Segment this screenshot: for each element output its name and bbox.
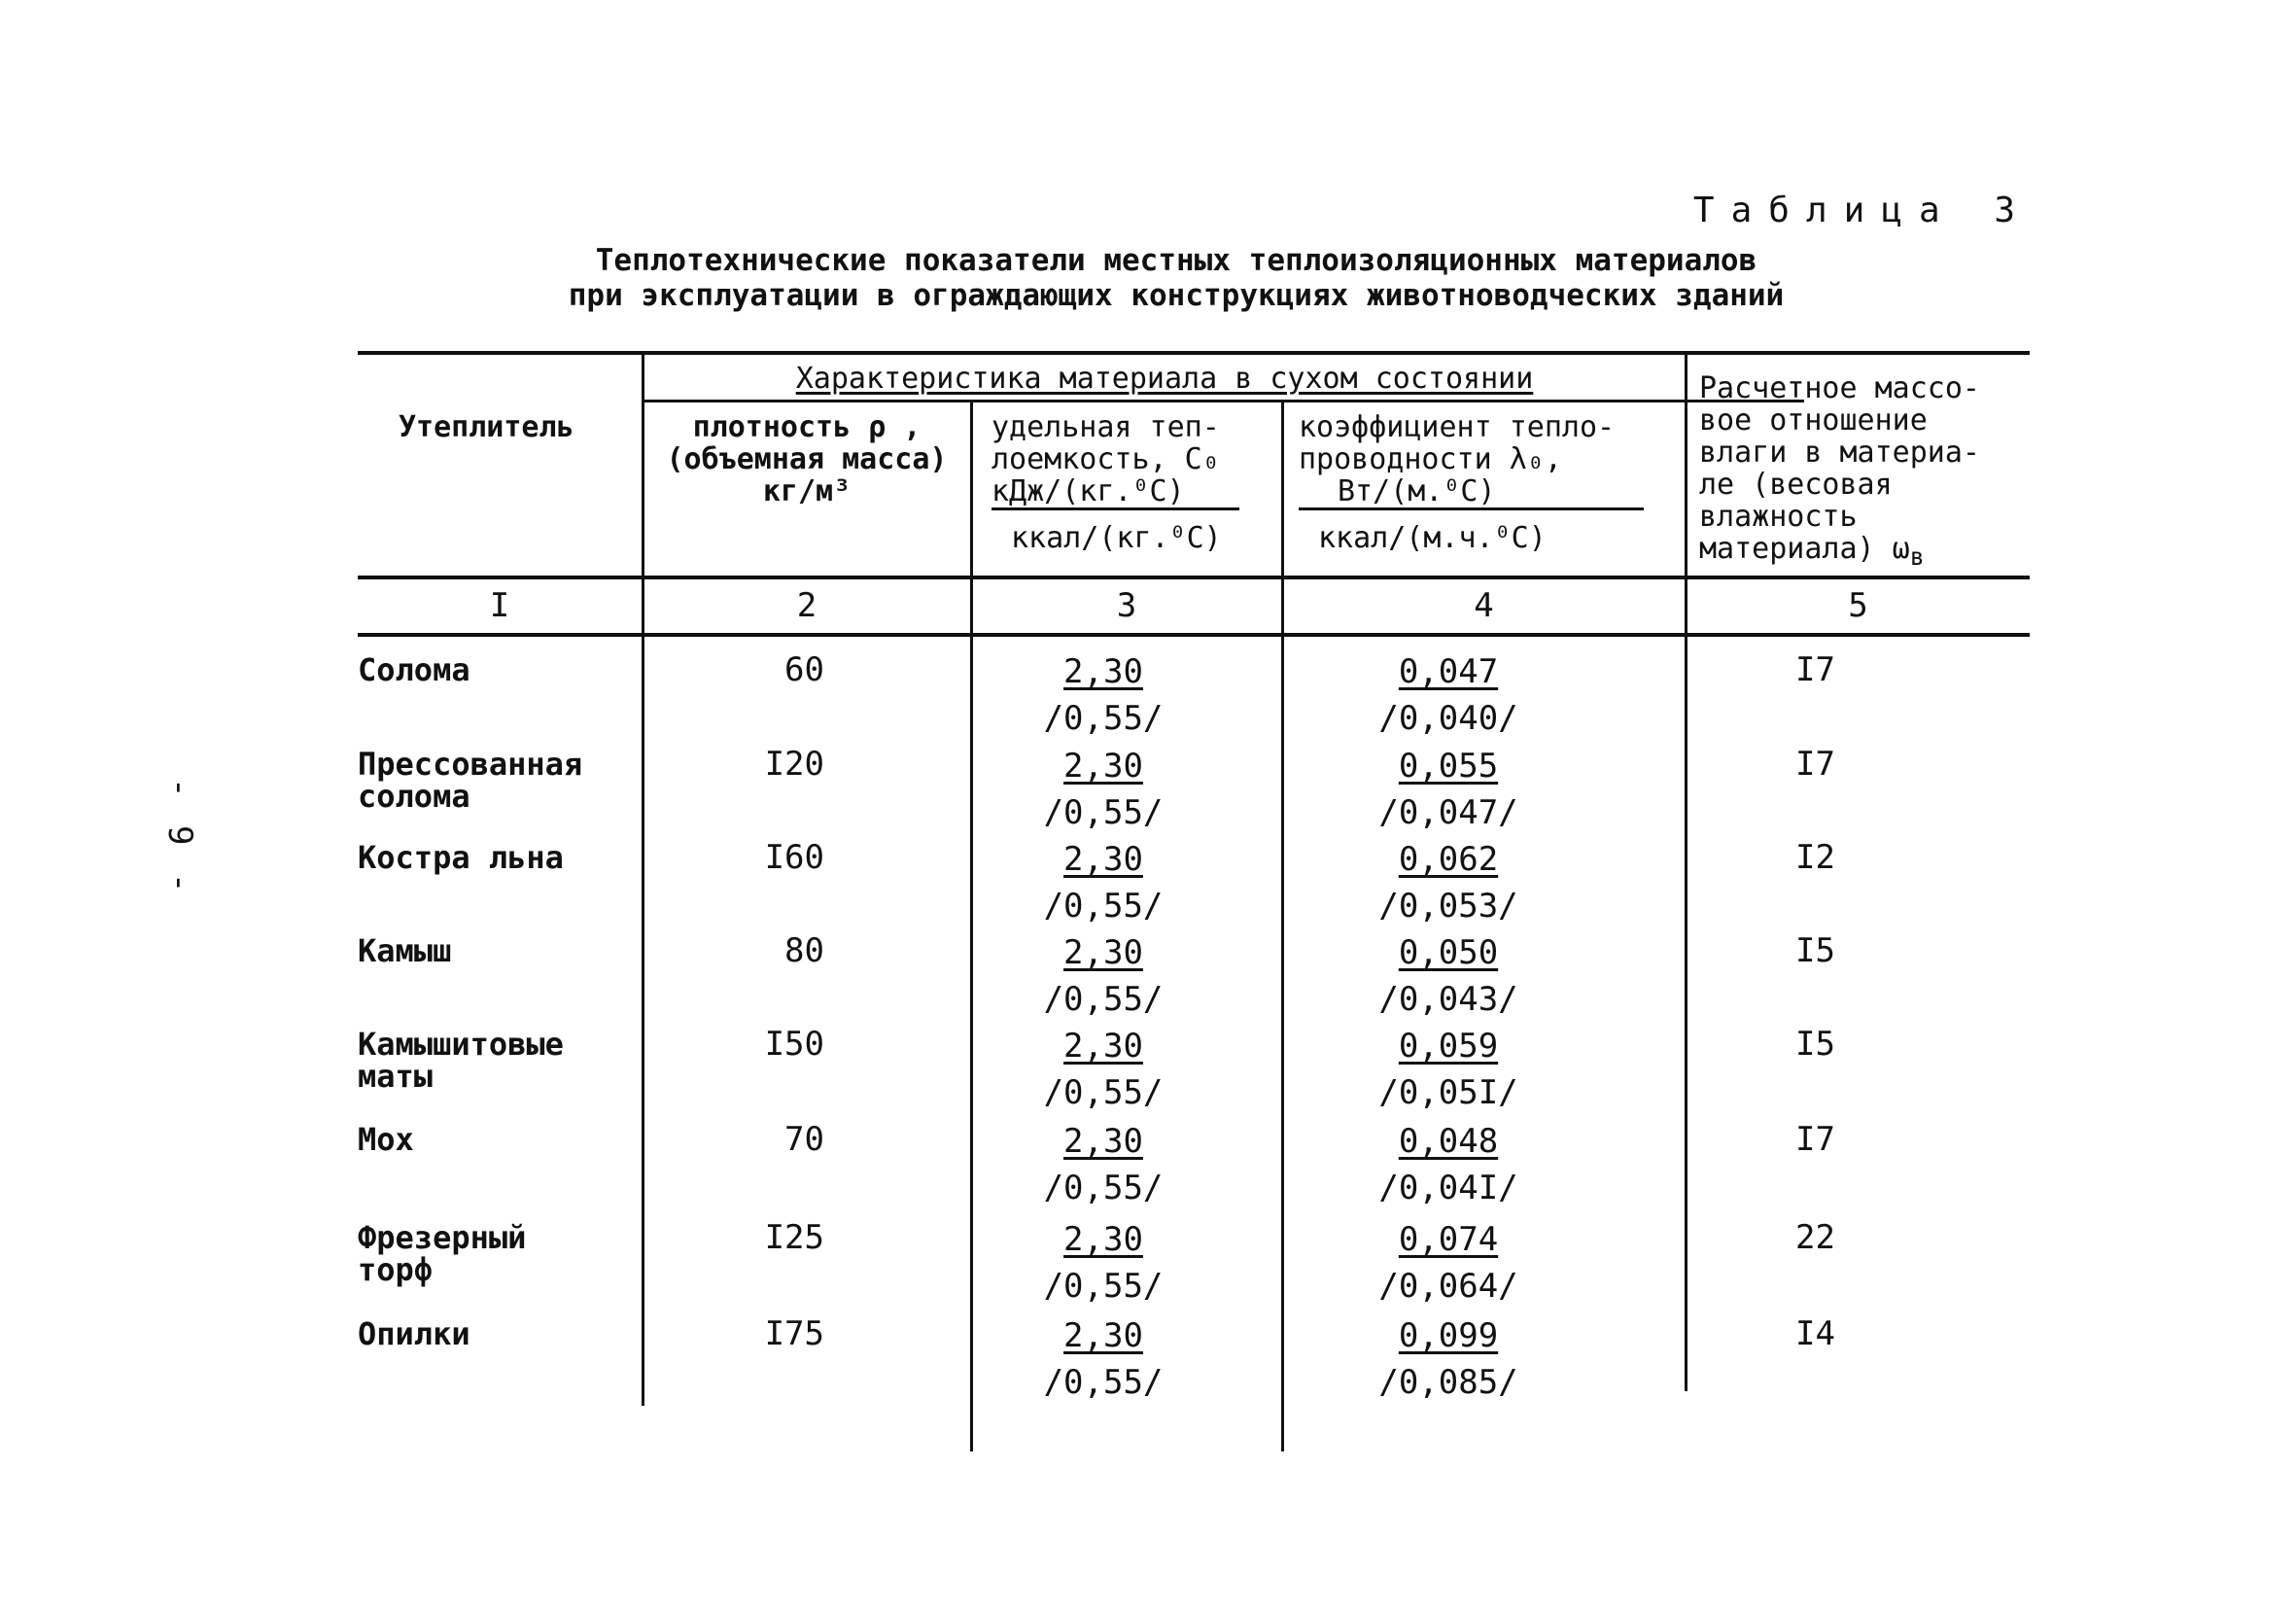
thermal-conductivity-w: 0,048 <box>1398 1122 1499 1161</box>
header-moisture: Расчетное массо- вое отношение влаги в материа- ле (весовая влажность материала) $\omega_в$ <box>1699 371 1980 571</box>
thermal-conductivity-w: 0,059 <box>1398 1027 1499 1066</box>
thermal-properties-table <box>358 351 2030 1411</box>
heat-capacity-kcal: /0,55/ <box>1043 793 1164 832</box>
thermal-conductivity-value <box>1283 1312 1614 1406</box>
header-insulation: Утеплитель <box>399 410 574 444</box>
thermal-conductivity-kcal: /0,05I/ <box>1378 1073 1518 1112</box>
density-value: I75 <box>764 1314 824 1353</box>
heat-capacity-value <box>972 1216 1235 1310</box>
moisture-value: I7 <box>1795 650 1835 689</box>
heat-capacity-kcal: /0,55/ <box>1043 699 1164 738</box>
material-name-line-1: Фрезерный <box>358 1219 527 1256</box>
material-name <box>358 651 640 688</box>
heat-capacity-kj: 2,30 <box>1063 747 1143 786</box>
column-number-5: 5 <box>1848 586 1868 625</box>
heat-capacity-kcal: /0,55/ <box>1043 1073 1164 1112</box>
thermal-conductivity-w: 0,055 <box>1398 747 1499 786</box>
material-name <box>358 746 640 815</box>
vertical-rule-1 <box>642 351 644 1406</box>
heat-capacity-kj: 2,30 <box>1063 1316 1143 1355</box>
density-value: I60 <box>764 838 824 877</box>
thermal-conductivity-kcal: /0,04I/ <box>1378 1169 1518 1207</box>
header-bottom-rule <box>358 576 2030 579</box>
thermal-conductivity-kcal: /0,064/ <box>1378 1267 1518 1306</box>
thermal-conductivity-value <box>1283 1216 1614 1310</box>
thermal-conductivity-kcal: /0,085/ <box>1378 1363 1518 1402</box>
heat-capacity-kj: 2,30 <box>1063 1122 1143 1161</box>
page-number: - 9 - <box>160 778 199 897</box>
material-name-line-1: Мох <box>358 1121 414 1158</box>
thermal-conductivity-value <box>1283 1023 1614 1116</box>
density-value: 70 <box>784 1120 824 1159</box>
material-name-line-2: солома <box>358 778 470 815</box>
heat-capacity-value <box>972 1023 1235 1116</box>
moisture-value: I5 <box>1795 931 1835 970</box>
heat-capacity-value <box>972 1312 1235 1406</box>
material-name <box>358 1026 640 1095</box>
material-name <box>358 932 640 969</box>
density-value: 60 <box>784 650 824 689</box>
density-value: I20 <box>764 745 824 784</box>
material-name <box>358 1121 640 1158</box>
heat-capacity-kcal: /0,55/ <box>1043 1267 1164 1306</box>
column-number-2: 2 <box>796 586 818 625</box>
material-name-line-1: Костра льна <box>358 839 564 876</box>
header-thermal-conductivity: коэффициент тепло- проводности λ₀, Вт/(м.⁰С) ккал/(м.ч.⁰С) <box>1299 411 1668 554</box>
thermal-conductivity-kcal: /0,040/ <box>1378 699 1518 738</box>
thermal-conductivity-value <box>1283 648 1614 742</box>
material-name <box>358 1315 640 1352</box>
material-name-line-1: Прессованная <box>358 746 583 783</box>
moisture-value: I2 <box>1795 838 1835 877</box>
thermal-conductivity-w: 0,050 <box>1398 933 1499 972</box>
thermal-conductivity-w: 0,062 <box>1398 840 1499 879</box>
header-heat-capacity: удельная теп- лоемкость, C₀ кДж/(кг.⁰С) ккал/(кг.⁰С) <box>991 411 1264 554</box>
column-number-4: 4 <box>1474 586 1494 625</box>
heat-capacity-value <box>972 648 1235 742</box>
material-name-line-1: Опилки <box>358 1315 470 1352</box>
moisture-value: I7 <box>1795 1120 1835 1159</box>
moisture-value: I5 <box>1795 1025 1835 1064</box>
thermal-conductivity-kcal: /0,043/ <box>1378 980 1518 1019</box>
heat-capacity-kj: 2,30 <box>1063 1027 1143 1066</box>
thermal-conductivity-value <box>1283 929 1614 1023</box>
column-number-3: 3 <box>1116 586 1137 625</box>
heat-capacity-kcal: /0,55/ <box>1043 980 1164 1019</box>
thermal-conductivity-w: 0,099 <box>1398 1316 1499 1355</box>
thermal-conductivity-value <box>1283 1118 1614 1211</box>
heat-capacity-kcal: /0,55/ <box>1043 1169 1164 1207</box>
heat-capacity-value <box>972 929 1235 1023</box>
thermal-conductivity-w: 0,047 <box>1398 652 1499 691</box>
moisture-value: I7 <box>1795 745 1835 784</box>
column-number-rule <box>358 633 2030 637</box>
column-number-1: I <box>489 586 510 625</box>
heat-capacity-kj: 2,30 <box>1063 933 1143 972</box>
density-value: 80 <box>784 931 824 970</box>
title-line-2: при эксплуатации в ограждающих конструкциях животноводческих зданий <box>568 278 1785 313</box>
thermal-conductivity-kcal: /0,047/ <box>1378 793 1518 832</box>
material-name-line-2: торф <box>358 1251 434 1288</box>
material-name-line-1: Камышитовые <box>358 1026 564 1063</box>
material-name-line-1: Солома <box>358 651 470 688</box>
moisture-value: I4 <box>1795 1314 1835 1353</box>
material-name <box>358 839 640 876</box>
material-name-line-2: маты <box>358 1058 434 1095</box>
heat-capacity-kj: 2,30 <box>1063 840 1143 879</box>
heat-capacity-value <box>972 836 1235 929</box>
heat-capacity-kj: 2,30 <box>1063 1220 1143 1259</box>
table-label: Таблица 3 <box>1692 191 2032 230</box>
thermal-conductivity-kcal: /0,053/ <box>1378 887 1518 926</box>
heat-capacity-kcal: /0,55/ <box>1043 1363 1164 1402</box>
group-header-rule <box>642 400 1804 402</box>
heat-capacity-kj: 2,30 <box>1063 652 1143 691</box>
density-value: I50 <box>764 1025 824 1064</box>
header-group-dry-state: Характеристика материала в сухом состоянии <box>795 362 1534 396</box>
thermal-conductivity-w: 0,074 <box>1398 1220 1499 1259</box>
heat-capacity-kcal: /0,55/ <box>1043 887 1164 926</box>
table-title <box>369 243 1983 313</box>
moisture-value: 22 <box>1795 1218 1835 1257</box>
density-value: I25 <box>764 1218 824 1257</box>
thermal-conductivity-value <box>1283 743 1614 836</box>
thermal-conductivity-value <box>1283 836 1614 929</box>
heat-capacity-value <box>972 743 1235 836</box>
table-top-rule <box>358 351 2030 355</box>
title-line-1: Теплотехнические показатели местных теплоизоляционных материалов <box>595 243 1757 278</box>
heat-capacity-value <box>972 1118 1235 1211</box>
header-density: плотность ρ , (объемная масса) кг/м³ <box>666 410 948 508</box>
material-name-line-1: Камыш <box>358 932 452 969</box>
material-name <box>358 1219 640 1288</box>
